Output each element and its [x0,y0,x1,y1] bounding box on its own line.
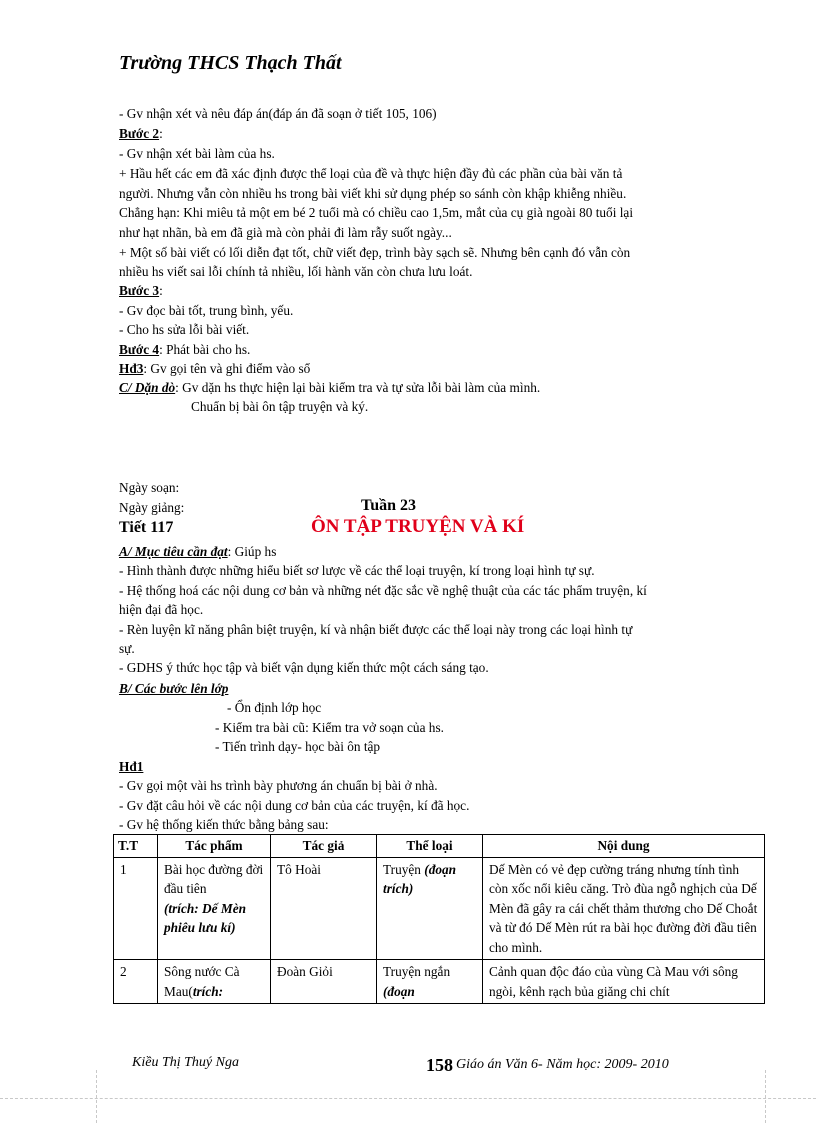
text-line: - Kiểm tra bài cũ: Kiểm tra vở soạn của hs. [215,720,444,735]
work-source: (trích: Dế Mèn phiêu lưu kí) [164,900,246,935]
cell-content: Cảnh quan độc đáo của vùng Cà Mau với sông ngòi, kênh rạch bủa giăng chi chít [483,960,765,1004]
header-cell: Tác phẩm [158,835,271,858]
b-section-label [119,679,228,699]
text-line: - Ổn định lớp học [227,700,322,715]
footer-author: Kiều Thị Thuý Nga [132,1055,239,1070]
text-line: - Gv đặt câu hỏi về các nội dung cơ bản của các truyện, kí đã học. [119,798,470,813]
text-line: - Gv hệ thống kiến thức bằng bảng sau: [119,817,329,832]
table-row [114,857,765,960]
text-line: - Hình thành được những hiểu biết sơ lược về các thể loại truyện, kí trong loại hình tự sự. [119,563,595,578]
a-section-line [119,542,276,562]
header-cell: Nội dung [483,835,765,858]
prep-date-label: Ngày soạn: [119,480,180,495]
text-line: - Hệ thống hoá các nội dung cơ bản và những nét đặc sắc về nghệ thuật của các tác phẩm truyện, kí [119,583,647,598]
footer-info: Giáo án Văn 6- Năm học: 2009- 2010 [456,1057,669,1072]
step-2-line: Bước 2: [119,126,163,141]
a-section-text: : Giúp hs [227,544,277,559]
text-line: - Gv nhận xét và nêu đáp án(đáp án đã soạn ở tiết 105, 106) [119,106,437,121]
cell-genre [377,960,483,1004]
cell-author: Tô Hoài [271,857,377,960]
step-3-label: Bước 3 [119,283,160,298]
cell-author: Đoàn Giỏi [271,960,377,1004]
hd3-text: : Gv gọi tên và ghi điểm vào sổ [143,361,311,376]
text-line: + Hầu hết các em đã xác định được thể loại của đề và thực hiện đầy đủ các phần của bài văn tả [119,166,623,181]
cell-work [158,857,271,960]
cell-tt: 2 [114,960,158,1004]
text-line: - Tiến trình dạy- học bài ôn tập [215,739,381,754]
period-label: Tiết 117 [119,519,174,536]
school-name: Trường THCS Thạch Thất [119,52,342,74]
c-section-text: : Gv dặn hs thực hiện lại bài kiểm tra và tự sửa lỗi bài làm của mình. [175,380,541,395]
text-line: Chẳng hạn: Khi miêu tả một em bé 2 tuổi mà có chiều cao 1,5m, mắt của cụ già ngoài 80 tuổi lại [119,205,634,220]
cell-tt: 1 [114,857,158,960]
step-2-label: Bước 2 [119,126,160,141]
teach-date-label: Ngày giảng: [119,500,185,515]
hd1-line [119,757,143,777]
text-line: - Gv nhận xét bài làm của hs. [119,146,275,161]
page-number: 158 [426,1055,453,1075]
step-4-text: : Phát bài cho hs. [159,342,251,357]
text-line: người. Nhưng vẫn còn nhiều hs trong bài viết khi sử dụng phép so sánh còn khập khiễng nhiều. [119,186,627,201]
genre-note: (đoạn trích) [383,861,457,896]
work-title: Bài học đường đời đầu tiên [164,861,264,896]
cell-content: Dế Mèn có vẻ đẹp cường tráng nhưng tính tình còn xốc nổi kiêu căng. Trò đùa ngỗ nghịch của Dế Mèn đã gây ra cái chết thảm thương cho Dế Choắt và từ đó Dế Mèn rút ra bài học đường đời đầu tiên cho mình. [483,857,765,960]
text-line: - Rèn luyện kĩ năng phân biệt truyện, kí và nhận biết được các thể loại này trong các loại hình tự [119,622,633,637]
text-line: Chuẩn bị bài ôn tập truyện và ký. [191,399,369,414]
work-title: Sông nước Cà Mau( [164,964,240,999]
header-cell: T.T [114,835,158,858]
header-cell: Thể loại [377,835,483,858]
table-header-row [114,835,765,858]
text-line: hiện đại đã học. [119,602,204,617]
b-section-label-text: B/ Các bước lên lớp [119,681,229,696]
page-edge-guide [0,1098,816,1099]
step-4-label: Bước 4 [119,342,160,357]
cell-work [158,960,271,1004]
step-3-line: Bước 3: [119,283,163,298]
text-line: + Một số bài viết có lối diễn đạt tốt, chữ viết đẹp, trình bày sạch sẽ. Nhưng bên cạnh đó vẫn còn [119,245,631,260]
text-line: - Gv đọc bài tốt, trung bình, yếu. [119,303,294,318]
week-label: Tuần 23 [361,497,416,514]
lesson-title: ÔN TẬP TRUYỆN VÀ KÍ [311,516,525,537]
genre-text: Truyện [383,861,421,877]
hd1-label: Hđ1 [119,759,144,774]
c-section-line [119,378,540,398]
text-line: sự. [119,641,135,656]
text-line: - GDHS ý thức học tập và biết vận dụng kiến thức một cách sáng tạo. [119,660,489,675]
text-line: như hạt nhãn, bà em đã già mà còn phải đi làm rẫy suốt ngày... [119,225,452,240]
header-cell: Tác giả [271,835,377,858]
text-line: nhiều hs viết sai lỗi chính tả nhiều, lối hành văn còn chưa lưu loát. [119,264,473,279]
step-4-line [119,340,250,360]
text-line: - Gv gọi một vài hs trình bày phương án chuẩn bị bài ở nhà. [119,778,438,793]
hd3-label: Hđ3 [119,361,144,376]
text-line: - Cho hs sửa lỗi bài viết. [119,322,250,337]
work-source: trích: [192,983,224,999]
summary-table [113,834,765,1004]
genre-text: Truyện ngắn [383,964,451,979]
c-section-label: C/ Dặn dò [119,380,176,395]
a-section-label: A/ Mục tiêu cần đạt [119,544,228,559]
margin-guide [765,1070,766,1123]
table-row [114,960,765,1004]
margin-guide [96,1070,97,1123]
hd3-line [119,359,310,379]
cell-genre [377,857,483,960]
genre-note: (đoạn [383,983,415,999]
